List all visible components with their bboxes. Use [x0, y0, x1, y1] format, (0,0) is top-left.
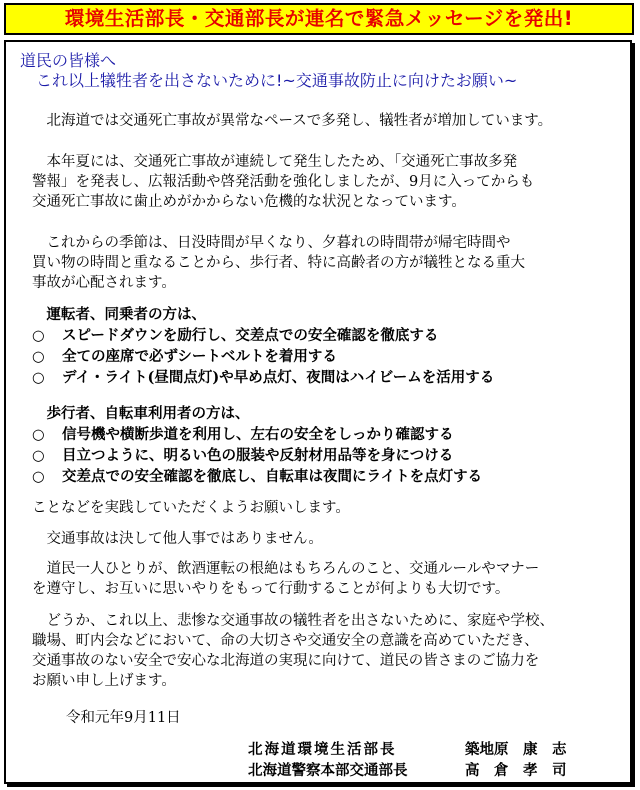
signatory-title: 北海道環境生活部長 [248, 741, 397, 758]
paragraph-2-line-2: 警報」を発表し、広報活動や啓発活動を強化しましたが、9月に入ってからも [32, 174, 535, 190]
pedestrian-item-text: 信号機や横断歩道を利用し、左右の安全をしっかり確認する [62, 426, 454, 443]
bullet-mark: ○ [32, 447, 45, 464]
pedestrian-item-text: 交差点での安全確認を徹底し、自転車は夜間にライトを点灯する [62, 468, 483, 485]
bullet-mark: ○ [32, 369, 45, 386]
paragraph-1-line-1: 北海道では交通死亡事故が異常なペースで多発し、犠牲者が増加しています。 [32, 113, 553, 129]
paragraph-2-line-1: 本年夏には、交通死亡事故が連続して発生したため、「交通死亡事故多発 [32, 154, 518, 170]
pedestrian-item-text: 目立つように、明るい色の服装や反射材用品等を身につける [62, 447, 454, 464]
pedestrian-item [32, 466, 482, 488]
driver-item-text: 全ての座席で必ずシートベルトを着用する [62, 348, 337, 365]
address-line: 道民の皆様へ [20, 51, 117, 70]
driver-item [32, 325, 438, 347]
closing-paragraph-3-line-1: どうか、これ以上、悲惨な交通事故の犠牲者を出さないために、家庭や学校、 [32, 613, 554, 629]
closing-paragraph-2-line-1: 道民一人ひとりが、飲酒運転の根絶はもちろんのこと、交通ルールやマナー [32, 561, 540, 577]
request-line: ことなどを実践していただくようお願いします。 [32, 500, 350, 516]
signatory-title: 北海道警察本部交通部長 [248, 762, 408, 779]
bullet-mark: ○ [32, 468, 45, 485]
driver-item [32, 367, 494, 389]
pedestrian-heading: 歩行者、自転車利用者の方は、 [32, 405, 250, 422]
paragraph-3-line-3: 事故が心配されます。 [32, 275, 176, 291]
paragraph-2-line-3: 交通死亡事故に歯止めがかからない危機的な状況となっています。 [32, 194, 466, 210]
bullet-mark: ○ [32, 426, 45, 443]
bullet-mark: ○ [32, 327, 45, 344]
driver-item-text: デイ・ライト(昼間点灯)や早め点灯、夜間はハイビームを活用する [62, 369, 495, 386]
closing-paragraph-1-line-1: 交通事故は決して他人事ではありません。 [32, 531, 323, 547]
closing-paragraph-3-line-4: お願い申し上げます。 [32, 673, 176, 689]
closing-paragraph-3-line-2: 職場、町内会などにおいて、命の大切さや交通安全の意識を高めていただき、 [32, 633, 539, 649]
date-line: 令和元年9月11日 [66, 710, 181, 726]
bullet-mark: ○ [32, 348, 45, 365]
paragraph-3-line-2: 買い物の時間と重なることから、歩行者、特に高齢者の方が犠牲となる重大 [32, 255, 525, 271]
headline-banner: 環境生活部長・交通部長が連名で緊急メッセージを発出! [4, 3, 634, 35]
pedestrian-item [32, 445, 453, 467]
pedestrian-item [32, 424, 454, 446]
subtitle-line: これ以上犠牲者を出さないために!~交通事故防止に向けたお願い~ [36, 71, 518, 90]
paragraph-3-line-1: これからの季節は、日没時間が早くなり、夕暮れの時間帯が帰宅時間や [32, 235, 511, 251]
signatory-name: 築地原 康 志 [465, 741, 567, 758]
closing-paragraph-2-line-2: を遵守し、お互いに思いやりをもって行動することが何よりも大切です。 [32, 581, 510, 597]
driver-item [32, 346, 337, 368]
closing-paragraph-3-line-3: 交通事故のない安全で安心な北海道の実現に向けて、道民の皆さまのご協力を [32, 653, 540, 669]
driver-item-text: スピードダウンを励行し、交差点での安全確認を徹底する [62, 327, 439, 344]
signatory-name: 高 倉 孝 司 [465, 762, 567, 779]
driver-heading: 運転者、同乗者の方は、 [32, 306, 206, 323]
